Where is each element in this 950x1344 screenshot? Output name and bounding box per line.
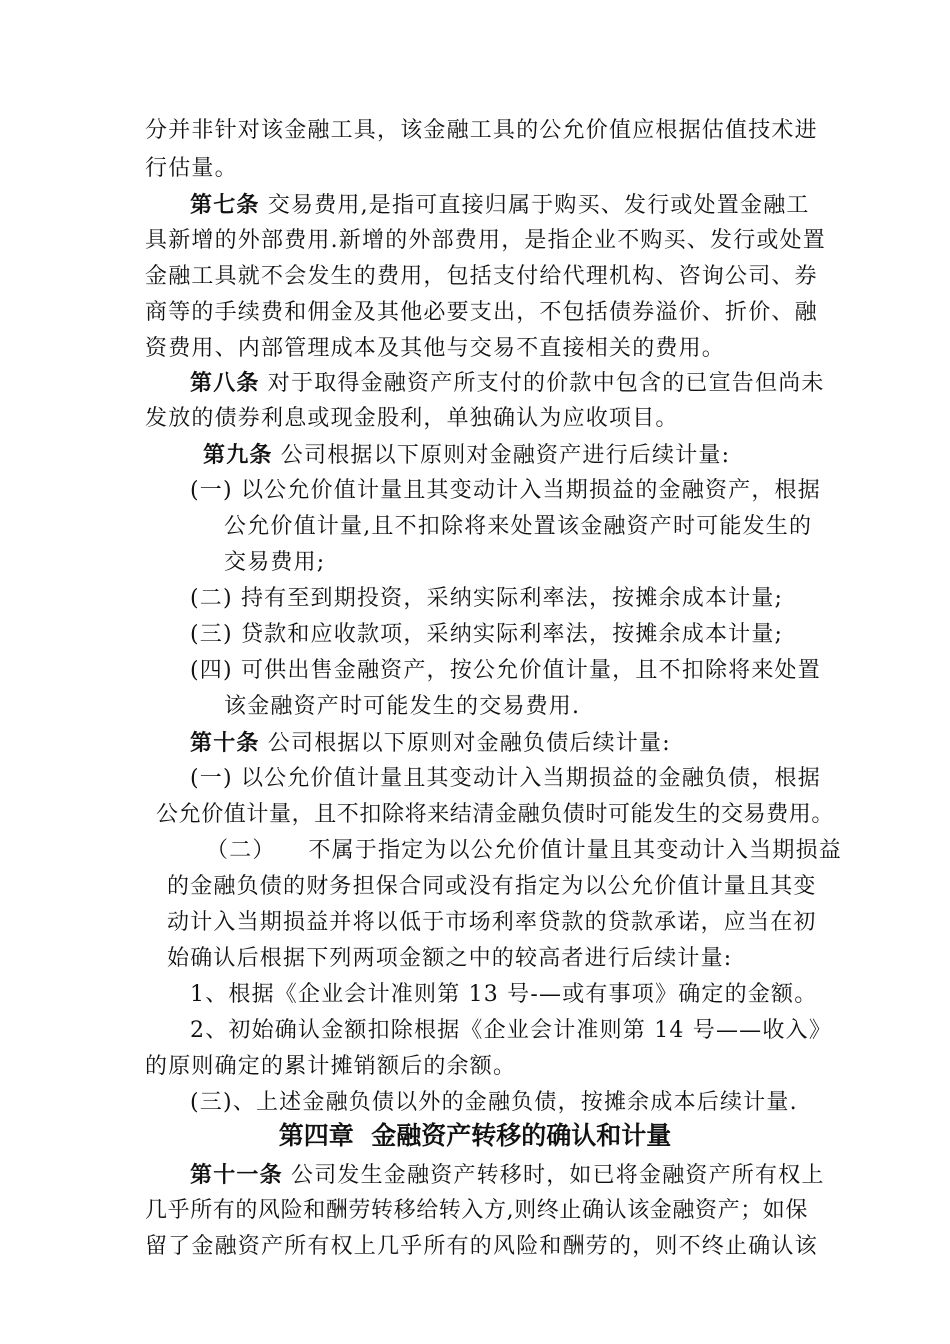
text-line: 对于取得金融资产所支付的价款中包含的已宣告但尚未 [259,371,825,396]
list-item: （二） 不属于指定为以公允价值计量且其变动计入当期损益 [206,838,842,863]
text-line: 公允价值计量，且不扣除将来结清金融负债时可能发生的交易费用。 [156,802,835,827]
list-item: (一) 以公允价值计量且其变动计入当期损益的金融资产，根据 [190,478,821,503]
article-7 [190,190,810,221]
list-item: (一) 以公允价值计量且其变动计入当期损益的金融负债，根据 [190,766,821,791]
text-line: 该金融资产时可能发生的交易费用. [224,694,581,719]
article-8 [190,368,825,399]
chapter-heading: 第四章 金融资产转移的确认和计量 [278,1121,672,1150]
list-item: (三) 贷款和应收款项，采纳实际利率法，按摊余成本计量; [190,622,784,647]
text-line: 动计入当期损益并将以低于市场利率贷款的贷款承诺，应当在初 [167,910,817,935]
list-item: 1、根据《企业会计准则第 13 号-—或有事项》确定的金额。 [190,982,818,1007]
text-line: 行估量。 [145,156,238,181]
list-item: (四) 可供出售金融资产，按公允价值计量，且不扣除将来处置 [190,658,821,683]
article-9 [203,440,730,471]
list-item: 2、初始确认金额扣除根据《企业会计准则第 14 号——收入》 [190,1018,832,1043]
text-line: 公司根据以下原则对金融负债后续计量: [259,731,671,756]
text-line: 发放的债券利息或现金股利，单独确认为应收项目。 [145,406,679,431]
text-line: 留了金融资产所有权上几乎所有的风险和酬劳的，则不终止确认该 [145,1234,818,1259]
text-line: 金融工具就不会发生的费用，包括支付给代理机构、咨询公司、券 [145,264,818,289]
text-line: 始确认后根据下列两项金额之中的较高者进行后续计量: [167,946,733,971]
text-line: 的原则确定的累计摊销额后的余额。 [145,1054,517,1079]
article-label: 第九条 [203,442,273,468]
text-line: 几乎所有的风险和酬劳转移给转入方,则终止确认该金融资产；如保 [145,1198,808,1223]
list-item: (二) 持有至到期投资，采纳实际利率法，按摊余成本计量; [190,586,784,611]
list-item: (三)、上述金融负债以外的金融负债，按摊余成本后续计量. [190,1090,798,1115]
article-11 [190,1160,825,1191]
article-10 [190,728,671,759]
text-line: 具新增的外部费用.新增的外部费用，是指企业不购买、发行或处置 [145,228,826,253]
text-line: 交易费用,是指可直接归属于购买、发行或处置金融工 [259,193,810,218]
text-line: 分并非针对该金融工具，该金融工具的公允价值应根据估值技术进 [145,118,818,143]
text-line: 的金融负债的财务担保合同或没有指定为以公允价值计量且其变 [167,874,817,899]
article-label: 第七条 [190,192,260,218]
text-line: 商等的手续费和佣金及其他必要支出，不包括债券溢价、折价、融 [145,300,818,325]
text-line: 资费用、内部管理成本及其他与交易不直接相关的费用。 [145,336,726,361]
article-label: 第十一条 [190,1162,283,1188]
text-line: 交易费用; [224,550,326,575]
text-line: 公允价值计量,且不扣除将来处置该金融资产时可能发生的 [224,514,813,539]
article-label: 第八条 [190,370,260,396]
article-label: 第十条 [190,730,260,756]
text-line: 公司发生金融资产转移时，如已将金融资产所有权上 [282,1163,825,1188]
text-line: 公司根据以下原则对金融资产进行后续计量: [272,443,731,468]
